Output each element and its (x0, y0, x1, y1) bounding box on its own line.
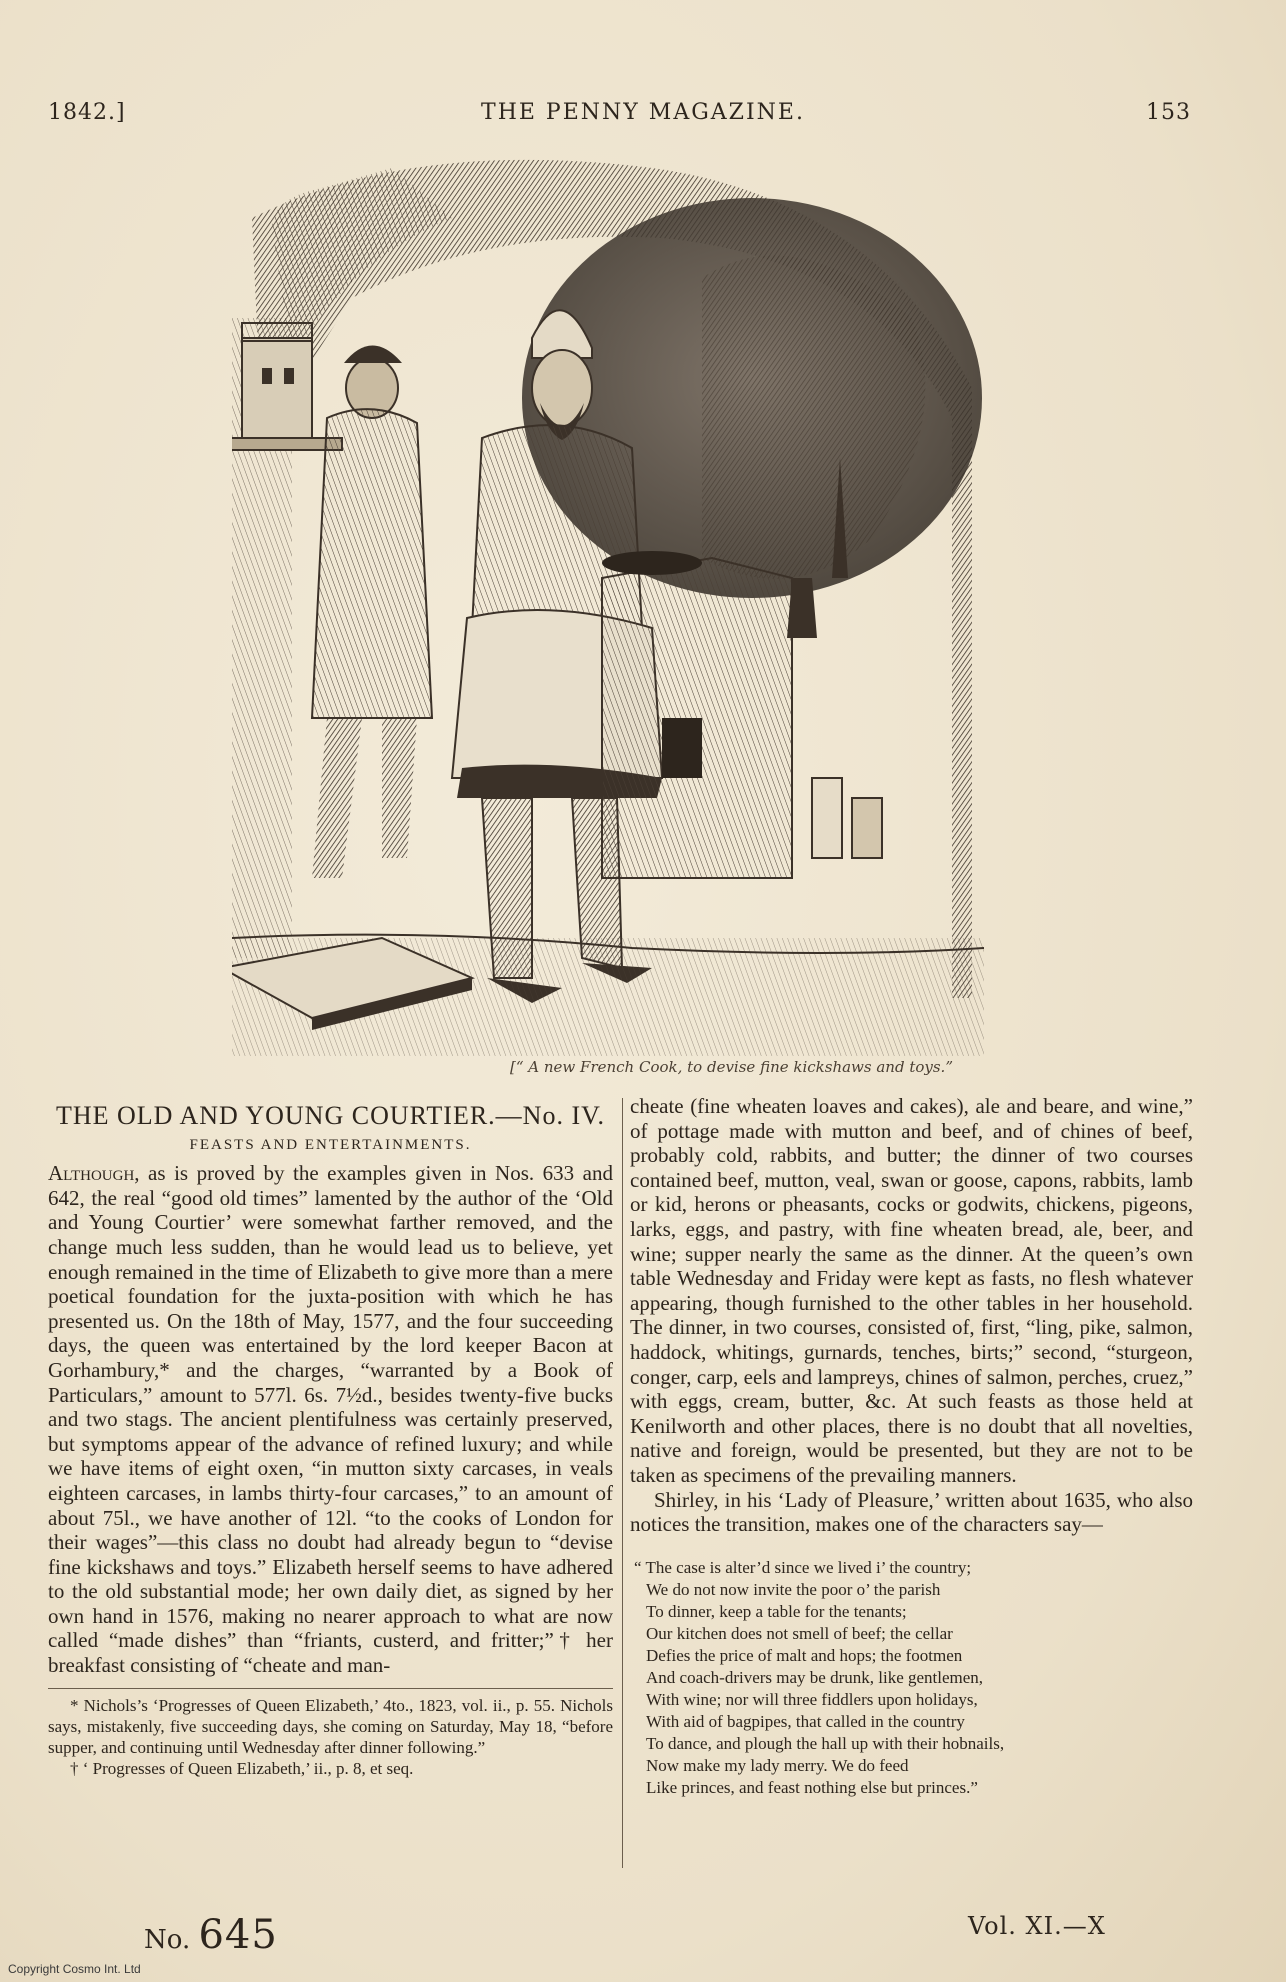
right-column-text: cheate (fine wheaten loaves and cakes), ale and beare, and wine,” of pottage made with mutton and beef, and of chines of beef, probably cold, rabbits, and butter; the dinner of two courses contained beef, mutton, veal, swan or goose, capons, rabbits, lamb or kid, herons or pheasants, cocks or godwits, chickens, pigeons, larks, eggs, and pastry, with fine wheaten bread, ale, beer, and wine; supper nearly the same as the dinner. At the queen’s own table Wednesday and Friday were kept as fasts, no flesh whatever appearing, though furnished to the other tables in her household. The dinner, in two courses, consisted of, first, “ling, pike, salmon, haddock, whitings, gurnards, tenches, birts;” second, “sturgeon, conger, carp, eels and lampreys, chines of salmon, perches, cruez,” with eggs, cream, butter, &c. At such feasts as those held at Kenilworth and other places, there is no doubt that all novelties, native and foreign, would be presented, but they are not to be taken as specimens of the prevailing manners. (630, 1094, 1193, 1487)
opening-word: Although (48, 1161, 135, 1186)
engraving-illustration (232, 158, 984, 1056)
issue-number-value: 645 (198, 1912, 278, 1958)
poem-line: To dance, and plough the hall up with their hobnails, (646, 1733, 1005, 1753)
poem-line: With aid of bagpipes, that called in the country (646, 1711, 965, 1731)
article-right-column (630, 1094, 1193, 1799)
footnote-1: * Nichols’s ‘Progresses of Queen Elizabeth,’ 4to., 1823, vol. ii., p. 55. Nichols says, mistakenly, five succeeding days, she coming on Saturday, May 18, “before supper, and continuing until Wednesday after dinner following.” (48, 1695, 613, 1757)
poem-line: We do not now invite the poor o’ the parish (646, 1579, 941, 1599)
poem-line: Like princes, and feast nothing else but princes.” (646, 1777, 978, 1797)
poem-line: “ The case is alter’d since we lived i’ the country; (634, 1557, 972, 1577)
poem-line: To dinner, keep a table for the tenants; (646, 1601, 907, 1621)
article-left-column (48, 1101, 613, 1779)
issue-number (144, 1912, 278, 1958)
column-divider (622, 1098, 623, 1868)
right-column-paragraph-2: Shirley, in his ‘Lady of Pleasure,’ written about 1635, who also notices the transition, makes one of the characters say— (630, 1487, 1193, 1537)
poem-line: And coach-drivers may be drunk, like gentlemen, (646, 1667, 984, 1687)
article-subtitle: FEASTS AND ENTERTAINMENTS. (189, 1136, 472, 1153)
poem-quote (630, 1557, 1193, 1799)
poem-line: Now make my lady merry. We do feed (646, 1755, 909, 1775)
header-page-number: 153 (1146, 100, 1191, 125)
poem-line: Our kitchen does not smell of beef; the cellar (646, 1623, 953, 1643)
footnotes (48, 1688, 613, 1779)
issue-number-label: No. (144, 1925, 191, 1955)
header-year: 1842.] (48, 100, 126, 125)
left-column-text: , as is proved by the examples given in Nos. 633 and 642, the real “good old times” lamented by the author of the ‘Old and Young Courtier’ were somewhat farther removed, and the change much less sudden, than he would lead us to believe, yet enough remained in the time of Elizabeth to give more than a mere poetical foundation for the juxta-position with which he has presented us. On the 18th of May, 1577, and the four succeeding days, the queen was entertained by the lord keeper Bacon at Gorhambury,* and the charges, “warranted by a Book of Particulars,” amount to 577l. 6s. 7½d., besides twenty-five bucks and two stags. The ancient plentifulness was certainly preserved, but symptoms appear of the advance of refined luxury; and while we have items of eight oxen, “in mutton sixty carcases, in veals eighteen carcases, in lambs thirty-four carcases,” to an amount of about 75l., we have another of 12l. “to the cooks of London for their wages”—this class no doubt had already begun to “devise fine kickshaws and toys.” Elizabeth herself seems to have adhered to the old substantial mode; her own daily diet, as signed by her own hand in 1576, making no nearer approach to what are now called “made dishes” than “friants, custerd, and fritter;”† her breakfast consisting of “cheate and man- (48, 1161, 613, 1678)
article-title: THE OLD AND YOUNG COURTIER.—No. IV. (55, 1101, 606, 1130)
poem-line: Defies the price of malt and hops; the footmen (646, 1645, 963, 1665)
poem-line: With wine; nor will three fiddlers upon holidays, (646, 1689, 978, 1709)
article-paragraph-1 (48, 1161, 613, 1677)
illustration-caption: [“ A new French Cook, to devise fine kickshaws and toys.” (510, 1058, 953, 1076)
copyright-watermark: Copyright Cosmo Int. Ltd (8, 1962, 141, 1976)
header-magazine-title: THE PENNY MAGAZINE. (481, 100, 805, 125)
volume-label: Vol. XI.—X (968, 1912, 1106, 1940)
footnote-2: † ‘ Progresses of Queen Elizabeth,’ ii., p. 8, et seq. (70, 1758, 414, 1778)
